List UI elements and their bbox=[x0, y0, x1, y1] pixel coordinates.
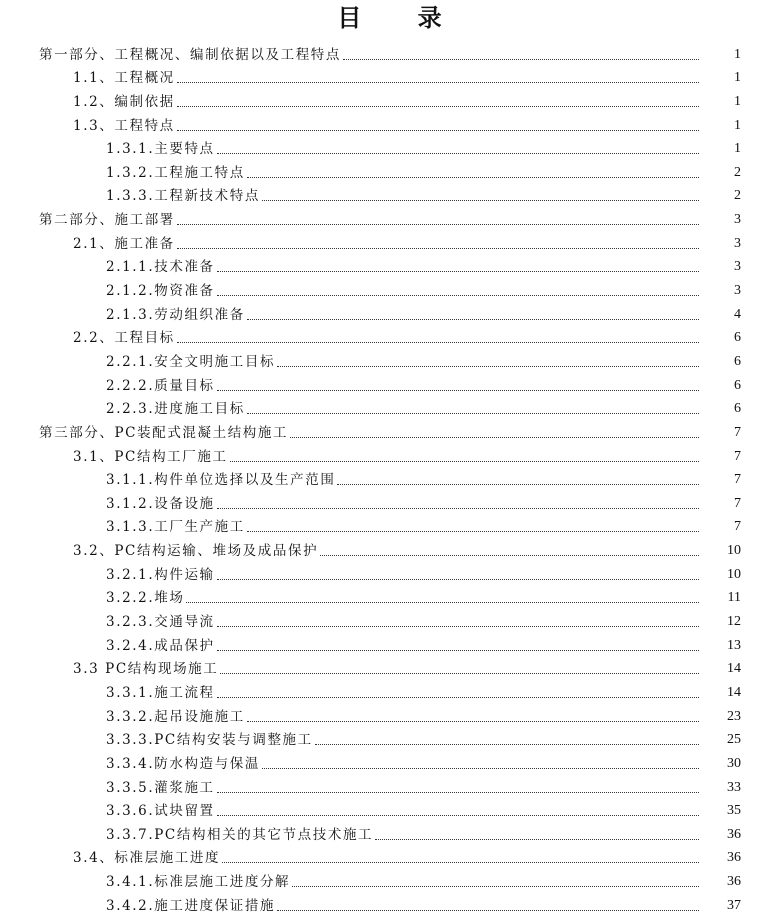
toc-page-number: 25 bbox=[727, 732, 741, 748]
dot-leader bbox=[177, 342, 699, 343]
toc-entry-label: 3.4、标准层施工进度 bbox=[73, 850, 221, 867]
toc-page-number: 3 bbox=[734, 212, 741, 228]
toc-entry[interactable] bbox=[0, 161, 779, 185]
toc-page-number: 14 bbox=[727, 661, 741, 677]
dot-leader bbox=[186, 602, 699, 603]
toc-page-number: 7 bbox=[734, 472, 741, 488]
toc-entry-label: 2.1.3.劳动组织准备 bbox=[106, 306, 245, 323]
dot-leader bbox=[217, 815, 699, 816]
toc-entry[interactable] bbox=[0, 729, 779, 753]
toc-page-number: 1 bbox=[734, 93, 741, 109]
toc-entry[interactable] bbox=[0, 610, 779, 634]
toc-page-number: 7 bbox=[734, 519, 741, 535]
toc-entry[interactable] bbox=[0, 67, 779, 91]
toc-entry-label: 3.4.2.施工进度保证措施 bbox=[106, 897, 276, 914]
toc-entry-label: 2.2.3.进度施工目标 bbox=[106, 401, 245, 418]
dot-leader bbox=[177, 224, 699, 225]
dot-leader bbox=[217, 295, 699, 296]
toc-entry-label: 第一部分、工程概况、编制依据以及工程特点 bbox=[39, 46, 341, 63]
toc-page-number: 13 bbox=[727, 637, 741, 653]
toc-page-number: 1 bbox=[734, 141, 741, 157]
toc-page-number: 7 bbox=[734, 424, 741, 440]
toc-entry-label: 2.2、工程目标 bbox=[73, 330, 175, 347]
toc-entry[interactable] bbox=[0, 256, 779, 280]
toc-entry[interactable] bbox=[0, 634, 779, 658]
toc-entry-label: 第三部分、PC装配式混凝土结构施工 bbox=[39, 424, 289, 441]
dot-leader bbox=[247, 319, 699, 320]
toc-entry-label: 3.3.3.PC结构安装与调整施工 bbox=[106, 732, 313, 749]
dot-leader bbox=[292, 886, 699, 887]
toc-entry-label: 2.1.2.物资准备 bbox=[106, 283, 215, 300]
toc-entry[interactable] bbox=[0, 303, 779, 327]
toc-entry[interactable] bbox=[0, 114, 779, 138]
dot-leader bbox=[177, 130, 699, 131]
toc-page-number: 14 bbox=[727, 684, 741, 700]
toc-entry-label: 2.2.1.安全文明施工目标 bbox=[106, 353, 276, 370]
toc-page-number: 6 bbox=[734, 330, 741, 346]
toc-page-number: 3 bbox=[734, 235, 741, 251]
toc-page-number: 1 bbox=[734, 46, 741, 62]
toc-entry-label: 3.3.7.PC结构相关的其它节点技术施工 bbox=[106, 826, 374, 843]
toc-entry-label: 3.1.1.构件单位选择以及生产范围 bbox=[106, 472, 336, 489]
dot-leader bbox=[247, 531, 699, 532]
toc-entry-label: 3.3.1.施工流程 bbox=[106, 684, 215, 701]
toc-page-number: 7 bbox=[734, 448, 741, 464]
dot-leader bbox=[217, 697, 699, 698]
toc-page-number: 11 bbox=[727, 590, 741, 606]
toc-entry-label: 3.1.3.工厂生产施工 bbox=[106, 519, 245, 536]
dot-leader bbox=[217, 792, 699, 793]
toc-page-number: 6 bbox=[734, 401, 741, 417]
toc-page-number: 1 bbox=[734, 70, 741, 86]
dot-leader bbox=[375, 839, 699, 840]
toc-entry[interactable] bbox=[0, 870, 779, 894]
toc-entry[interactable] bbox=[0, 374, 779, 398]
toc-entry[interactable] bbox=[0, 398, 779, 422]
toc-entry-label: 3.2.4.成品保护 bbox=[106, 637, 215, 654]
toc-entry[interactable] bbox=[0, 43, 779, 67]
toc-entry[interactable] bbox=[0, 752, 779, 776]
toc-entry-label: 1.3.3.工程新技术特点 bbox=[106, 188, 260, 205]
toc-entry-label: 3.3.6.试块留置 bbox=[106, 803, 215, 820]
toc-entry[interactable] bbox=[0, 350, 779, 374]
dot-leader bbox=[177, 248, 699, 249]
toc-entry-label: 1.1、工程概况 bbox=[73, 70, 175, 87]
toc-entry-label: 1.3.1.主要特点 bbox=[106, 141, 215, 158]
toc-entry[interactable] bbox=[0, 823, 779, 847]
toc-entry[interactable] bbox=[0, 587, 779, 611]
toc-entry-label: 3.2、PC结构运输、堆场及成品保护 bbox=[73, 543, 319, 560]
dot-leader bbox=[217, 650, 699, 651]
dot-leader bbox=[337, 484, 699, 485]
toc-entry-label: 2.1.1.技术准备 bbox=[106, 259, 215, 276]
dot-leader bbox=[343, 59, 699, 60]
toc-page-number: 36 bbox=[727, 850, 741, 866]
toc-entry[interactable] bbox=[0, 894, 779, 916]
toc-entry[interactable] bbox=[0, 658, 779, 682]
toc-entry[interactable] bbox=[0, 563, 779, 587]
dot-leader bbox=[217, 153, 699, 154]
toc-entry-label: 3.3.5.灌浆施工 bbox=[106, 779, 215, 796]
dot-leader bbox=[217, 508, 699, 509]
toc-entry-label: 3.2.3.交通导流 bbox=[106, 614, 215, 631]
dot-leader bbox=[277, 910, 699, 911]
toc-page-number: 23 bbox=[727, 708, 741, 724]
dot-leader bbox=[217, 390, 699, 391]
toc-entry-label: 2.2.2.质量目标 bbox=[106, 377, 215, 394]
toc-page-number: 4 bbox=[734, 306, 741, 322]
toc-entry[interactable] bbox=[0, 90, 779, 114]
table-of-contents bbox=[0, 43, 779, 916]
toc-page-number: 30 bbox=[727, 755, 741, 771]
toc-entry[interactable] bbox=[0, 445, 779, 469]
toc-entry-label: 3.1、PC结构工厂施工 bbox=[73, 448, 228, 465]
toc-entry[interactable] bbox=[0, 279, 779, 303]
toc-page-number: 6 bbox=[734, 353, 741, 369]
dot-leader bbox=[262, 200, 699, 201]
dot-leader bbox=[247, 721, 699, 722]
toc-entry[interactable] bbox=[0, 800, 779, 824]
toc-entry[interactable] bbox=[0, 208, 779, 232]
dot-leader bbox=[217, 271, 699, 272]
toc-entry-label: 1.3.2.工程施工特点 bbox=[106, 164, 245, 181]
toc-page-number: 10 bbox=[727, 543, 741, 559]
dot-leader bbox=[277, 366, 699, 367]
toc-page-number: 2 bbox=[734, 164, 741, 180]
toc-page-number: 36 bbox=[727, 874, 741, 890]
toc-entry-label: 3.2.1.构件运输 bbox=[106, 566, 215, 583]
toc-entry[interactable] bbox=[0, 232, 779, 256]
dot-leader bbox=[217, 579, 699, 580]
toc-entry-label: 3.2.2.堆场 bbox=[106, 590, 185, 607]
dot-leader bbox=[247, 177, 699, 178]
toc-page-number: 7 bbox=[734, 495, 741, 511]
toc-entry[interactable] bbox=[0, 421, 779, 445]
toc-page-number: 10 bbox=[727, 566, 741, 582]
dot-leader bbox=[290, 437, 699, 438]
toc-entry-label: 3.3.2.起吊设施施工 bbox=[106, 708, 245, 725]
page-title: 目 录 bbox=[337, 3, 466, 32]
toc-page-number: 6 bbox=[734, 377, 741, 393]
dot-leader bbox=[247, 413, 699, 414]
toc-entry[interactable] bbox=[0, 492, 779, 516]
toc-entry[interactable] bbox=[0, 847, 779, 871]
toc-page-number: 1 bbox=[734, 117, 741, 133]
toc-page-number: 33 bbox=[727, 779, 741, 795]
toc-entry[interactable] bbox=[0, 138, 779, 162]
toc-entry-label: 1.2、编制依据 bbox=[73, 93, 175, 110]
dot-leader bbox=[220, 673, 699, 674]
dot-leader bbox=[262, 768, 699, 769]
toc-page-number: 35 bbox=[727, 803, 741, 819]
toc-entry[interactable] bbox=[0, 327, 779, 351]
toc-page-number: 3 bbox=[734, 283, 741, 299]
toc-page-number: 36 bbox=[727, 826, 741, 842]
toc-entry-label: 2.1、施工准备 bbox=[73, 235, 175, 252]
dot-leader bbox=[320, 555, 699, 556]
toc-entry[interactable] bbox=[0, 469, 779, 493]
toc-page-number: 37 bbox=[727, 897, 741, 913]
toc-entry[interactable] bbox=[0, 539, 779, 563]
toc-page-number: 12 bbox=[727, 614, 741, 630]
toc-entry[interactable] bbox=[0, 516, 779, 540]
toc-entry[interactable] bbox=[0, 681, 779, 705]
toc-entry[interactable] bbox=[0, 776, 779, 800]
toc-entry[interactable] bbox=[0, 705, 779, 729]
toc-page-number: 2 bbox=[734, 188, 741, 204]
toc-entry-label: 1.3、工程特点 bbox=[73, 117, 175, 134]
toc-entry-label: 3.1.2.设备设施 bbox=[106, 495, 215, 512]
dot-leader bbox=[177, 82, 699, 83]
toc-entry-label: 3.3 PC结构现场施工 bbox=[73, 661, 219, 678]
dot-leader bbox=[315, 744, 699, 745]
toc-entry-label: 第二部分、施工部署 bbox=[39, 212, 175, 229]
dot-leader bbox=[217, 626, 699, 627]
toc-page-number: 3 bbox=[734, 259, 741, 275]
dot-leader bbox=[222, 862, 699, 863]
toc-entry-label: 3.4.1.标准层施工进度分解 bbox=[106, 874, 291, 891]
dot-leader bbox=[177, 106, 699, 107]
dot-leader bbox=[230, 461, 699, 462]
toc-entry-label: 3.3.4.防水构造与保温 bbox=[106, 755, 260, 772]
toc-entry[interactable] bbox=[0, 185, 779, 209]
